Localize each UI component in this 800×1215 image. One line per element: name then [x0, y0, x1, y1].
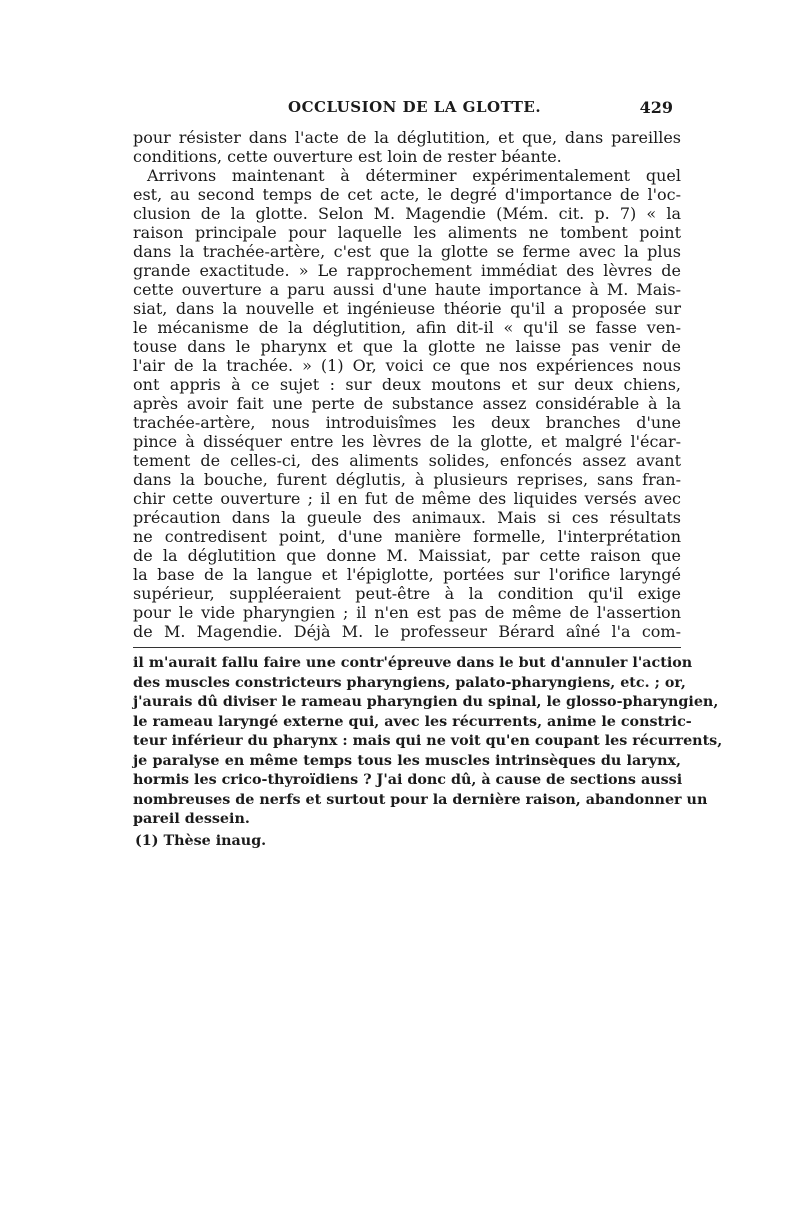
text-line: raison principale pour laquelle les aliments ne tombent point [133, 223, 681, 242]
running-title: OCCLUSION DE LA GLOTTE. [288, 98, 542, 116]
note-line: j'aurais dû diviser le rameau pharyngien du spinal, le glosso-pharyngien, [133, 694, 719, 710]
book-page [133, 98, 723, 851]
note-line: pareil dessein. [133, 811, 250, 827]
text-line: ont appris à ce sujet : sur deux moutons et sur deux chiens, [133, 375, 681, 394]
note-line: teur inférieur du pharynx : mais qui ne voit qu'en coupant les récurrents, [133, 733, 723, 749]
main-text [133, 128, 681, 641]
text-line: conditions, cette ouverture est loin de rester béante. [133, 147, 562, 166]
note-line: il m'aurait fallu faire une contr'épreuve dans le but d'annuler l'action [133, 655, 693, 671]
text-line: la base de la langue et l'épiglotte, portées sur l'orifice laryngé [133, 565, 681, 584]
text-line: de la déglutition que donne M. Maissiat, par cette raison que [133, 546, 681, 565]
text-line: trachée-artère, nous introduisîmes les deux branches d'une [133, 413, 681, 432]
text-line: dans la trachée-artère, c'est que la glotte se ferme avec la plus [133, 242, 681, 261]
text-line: l'air de la trachée. » (1) Or, voici ce que nos expériences nous [133, 356, 681, 375]
note-line: je paralyse en même temps tous les muscles intrinsèques du larynx, [133, 752, 681, 769]
text-line: tement de celles-ci, des aliments solides, enfoncés assez avant [133, 451, 681, 470]
text-line: dans la bouche, furent déglutis, à plusieurs reprises, sans fran- [133, 470, 681, 489]
text-line: pince à disséquer entre les lèvres de la glotte, et malgré l'écar- [133, 432, 681, 451]
text-line: précaution dans la gueule des animaux. Mais si ces résultats [133, 508, 681, 527]
text-line: siat, dans la nouvelle et ingénieuse théorie qu'il a proposée sur [133, 299, 681, 318]
text-line: est, au second temps de cet acte, le degré d'importance de l'oc- [133, 185, 681, 204]
text-line: touse dans le pharynx et que la glotte ne laisse pas venir de [133, 337, 681, 356]
text-line: supérieur, suppléeraient peut-être à la condition qu'il exige [133, 584, 681, 603]
text-line: chir cette ouverture ; il en fut de même des liquides versés avec [133, 489, 681, 508]
text-line: pour résister dans l'acte de la déglutition, et que, dans pareilles [133, 128, 681, 147]
text-line: cette ouverture a paru aussi d'une haute importance à M. Mais- [133, 280, 681, 299]
text-line: après avoir fait une perte de substance assez considérable à la [133, 394, 681, 413]
text-line: ne contredisent point, d'une manière formelle, l'interprétation [133, 527, 681, 546]
text-line: clusion de la glotte. Selon M. Magendie (Mém. cit. p. 7) « la [133, 204, 681, 223]
footnote-divider [133, 647, 681, 648]
note-line: hormis les crico-thyroïdiens ? J'ai donc dû, à cause de sections aussi [133, 772, 683, 788]
page-number: 429 [639, 98, 673, 117]
text-line: grande exactitude. » Le rapprochement immédiat des lèvres de [133, 261, 681, 280]
note-line: nombreuses de nerfs et surtout pour la dernière raison, abandonner un [133, 791, 708, 808]
text-line: pour le vide pharyngien ; il n'en est pas de même de l'assertion [133, 603, 681, 622]
footnote: (1) Thèse inaug. [135, 832, 267, 849]
text-line: Arrivons maintenant à déterminer expérimentalement quel [147, 166, 681, 185]
text-line: de M. Magendie. Déjà M. le professeur Bérard aîné l'a com- [133, 622, 681, 641]
text-line: le mécanisme de la déglutition, afin dit-il « qu'il se fasse ven- [133, 318, 681, 337]
page-header [133, 98, 681, 128]
note-line: des muscles constricteurs pharyngiens, palato-pharyngiens, etc. ; or, [133, 674, 686, 691]
note-line: le rameau laryngé externe qui, avec les récurrents, anime le constric- [133, 713, 692, 730]
footnote-continuation [133, 654, 723, 851]
